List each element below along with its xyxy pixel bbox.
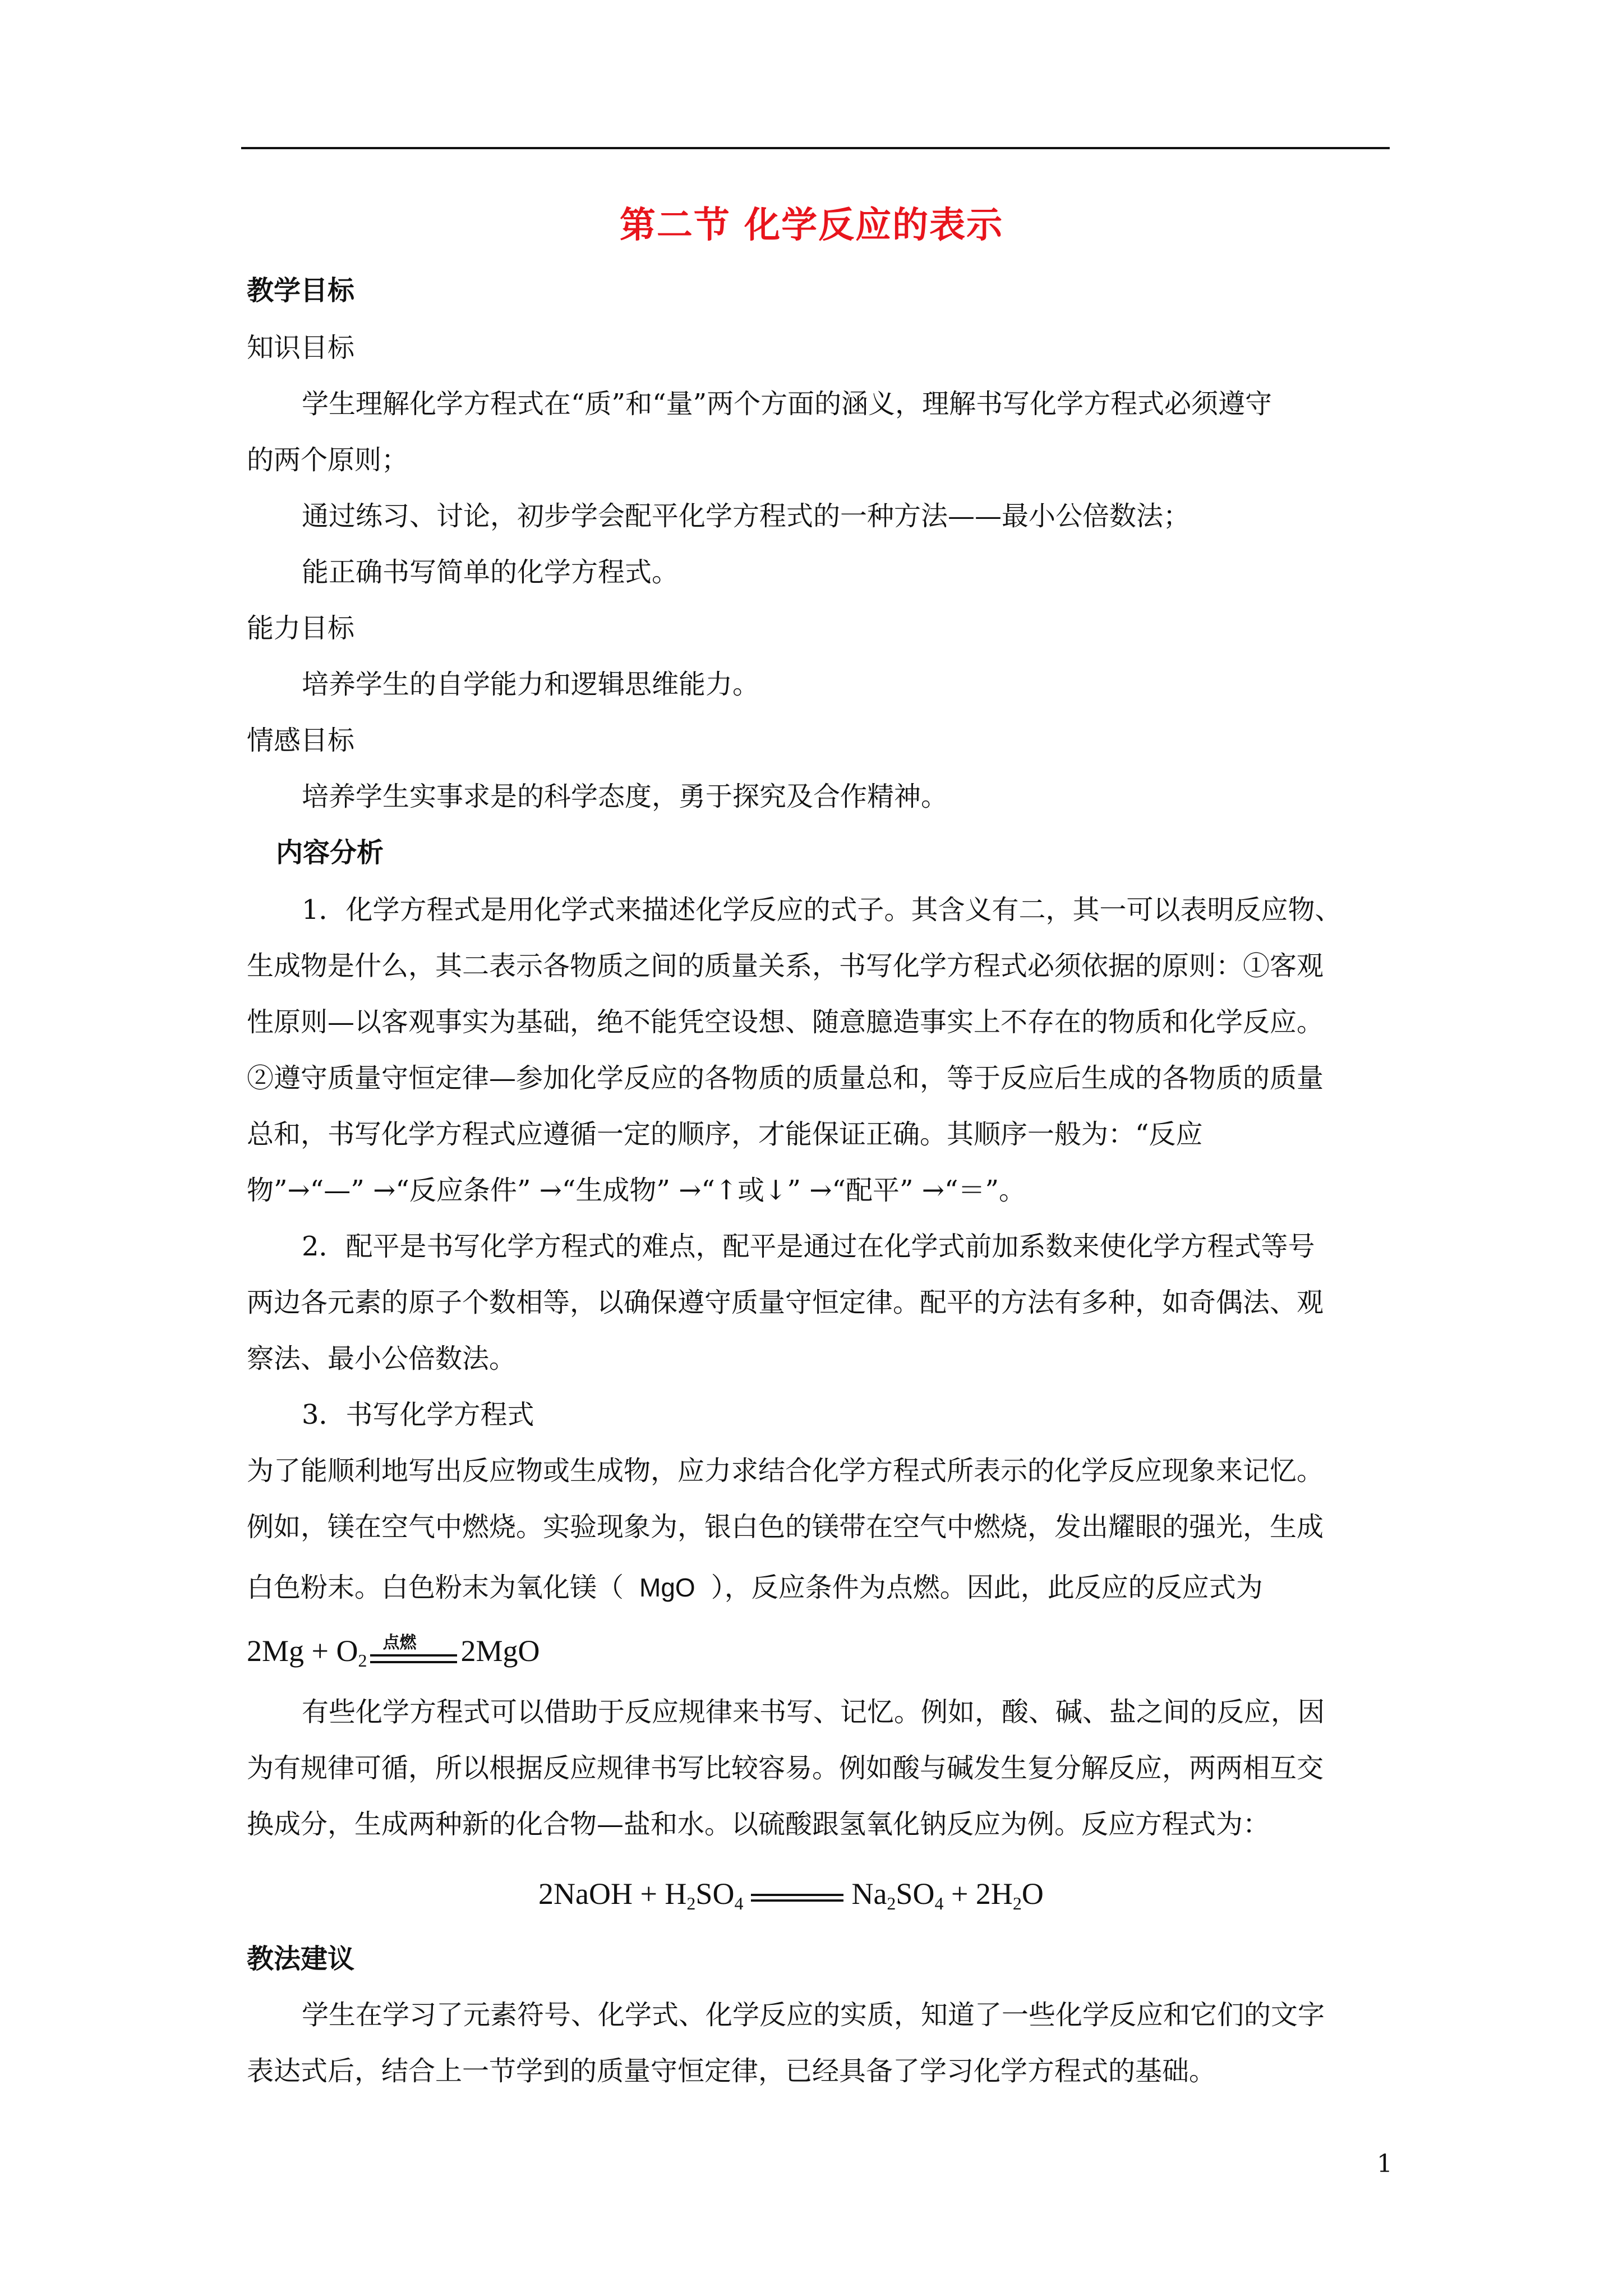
page-number: 1 bbox=[1377, 2150, 1393, 2178]
subscript: 2 bbox=[1012, 1893, 1022, 1913]
text-span: 白色粉末。白色粉末为氧化镁（ bbox=[247, 1572, 624, 1603]
eq-part: SO bbox=[695, 1877, 735, 1911]
paragraph-line: 的两个原则； bbox=[247, 444, 409, 476]
equation-right: 2MgO bbox=[460, 1634, 540, 1668]
subheading-knowledge-goal: 知识目标 bbox=[247, 332, 355, 364]
paragraph-line: 性原则—以客观事实为基础，绝不能凭空设想、随意臆造事实上不存在的物质和化学反应。 bbox=[247, 1006, 1324, 1038]
heading-teaching-goals: 教学目标 bbox=[247, 275, 355, 306]
eq-part: SO bbox=[896, 1877, 935, 1911]
heading-teaching-suggestion: 教法建议 bbox=[247, 1943, 355, 1975]
paragraph-line: 2．配平是书写化学方程式的难点，配平是通过在化学式前加系数来使化学方程式等号 bbox=[302, 1231, 1315, 1262]
paragraph-line: 3．书写化学方程式 bbox=[302, 1399, 534, 1430]
subheading-emotion-goal: 情感目标 bbox=[247, 725, 355, 756]
paragraph-line: 培养学生实事求是的科学态度，勇于探究及合作精神。 bbox=[302, 781, 948, 812]
paragraph-line: 生成物是什么，其二表示各物质之间的质量关系，书写化学方程式必须依据的原则：①客观 bbox=[247, 950, 1324, 982]
paragraph-line: 两边各元素的原子个数相等，以确保遵守质量守恒定律。配平的方法有多种，如奇偶法、观 bbox=[247, 1287, 1324, 1318]
eq-part: Na bbox=[851, 1877, 887, 1911]
paragraph-line: 为有规律可循，所以根据反应规律书写比较容易。例如酸与碱发生复分解反应，两两相互交 bbox=[247, 1752, 1324, 1784]
subscript: 4 bbox=[734, 1893, 744, 1913]
subscript: 2 bbox=[686, 1893, 696, 1913]
header-rule bbox=[241, 147, 1390, 149]
paragraph-line: ②遵守质量守恒定律—参加化学反应的各物质的质量总和，等于反应后生成的各物质的质量 bbox=[247, 1062, 1324, 1094]
paragraph-line: 能正确书写简单的化学方程式。 bbox=[302, 556, 679, 588]
subscript: 4 bbox=[934, 1893, 944, 1913]
paragraph-line: 为了能顺利地写出反应物或生成物，应力求结合化学方程式所表示的化学反应现象来记忆。 bbox=[247, 1455, 1324, 1487]
eq-part: 2NaOH + H bbox=[538, 1877, 687, 1911]
subscript: 2 bbox=[887, 1893, 896, 1913]
eq-part: + 2H bbox=[943, 1877, 1013, 1911]
page-title: 第二节 化学反应的表示 bbox=[619, 204, 1004, 246]
text-span: ），反应条件为点燃。因此，此反应的反应式为 bbox=[711, 1572, 1263, 1603]
mgo-formula: MgO bbox=[639, 1573, 695, 1602]
paragraph-line: 1．化学方程式是用化学式来描述化学反应的式子。其含义有二，其一可以表明反应物、 bbox=[302, 894, 1342, 926]
equation-magnesium-combustion bbox=[247, 1634, 540, 1671]
subscript: 2 bbox=[358, 1650, 367, 1671]
paragraph-line: 学生在学习了元素符号、化学式、化学反应的实质，知道了一些化学反应和它们的文字 bbox=[302, 1999, 1325, 2031]
equation-left: 2Mg + O bbox=[247, 1634, 358, 1668]
reaction-condition bbox=[370, 1632, 457, 1671]
paragraph-line: 通过练习、讨论，初步学会配平化学方程式的一种方法——最小公倍数法； bbox=[302, 500, 1191, 532]
heading-content-analysis: 内容分析 bbox=[276, 837, 384, 868]
subheading-ability-goal: 能力目标 bbox=[247, 613, 355, 644]
paragraph-line bbox=[247, 1571, 1263, 1604]
paragraph-line: 有些化学方程式可以借助于反应规律来书写、记忆。例如，酸、碱、盐之间的反应，因 bbox=[302, 1696, 1325, 1728]
paragraph-line: 培养学生的自学能力和逻辑思维能力。 bbox=[302, 669, 760, 700]
paragraph-line: 察法、最小公倍数法。 bbox=[247, 1343, 517, 1374]
paragraph-line: 换成分，生成两种新的化合物—盐和水。以硫酸跟氢氧化钠反应为例。反应方程式为： bbox=[247, 1809, 1270, 1840]
equals-sign bbox=[751, 1892, 843, 1903]
condition-label: 点燃 bbox=[382, 1632, 417, 1653]
paragraph-line: 物”→“—” →“反应条件” →“生成物” →“↑或↓” →“配平” →“＝”。 bbox=[247, 1175, 1026, 1206]
paragraph-line: 总和，书写化学方程式应遵循一定的顺序，才能保证正确。其顺序一般为：“反应 bbox=[247, 1119, 1203, 1150]
equation-neutralization bbox=[538, 1876, 1044, 1914]
paragraph-line: 表达式后，结合上一节学到的质量守恒定律，已经具备了学习化学方程式的基础。 bbox=[247, 2055, 1216, 2087]
eq-part: O bbox=[1021, 1877, 1044, 1911]
paragraph-line: 例如，镁在空气中燃烧。实验现象为，银白色的镁带在空气中燃烧，发出耀眼的强光，生成 bbox=[247, 1511, 1324, 1543]
paragraph-line: 学生理解化学方程式在“质”和“量”两个方面的涵义，理解书写化学方程式必须遵守 bbox=[302, 388, 1272, 420]
